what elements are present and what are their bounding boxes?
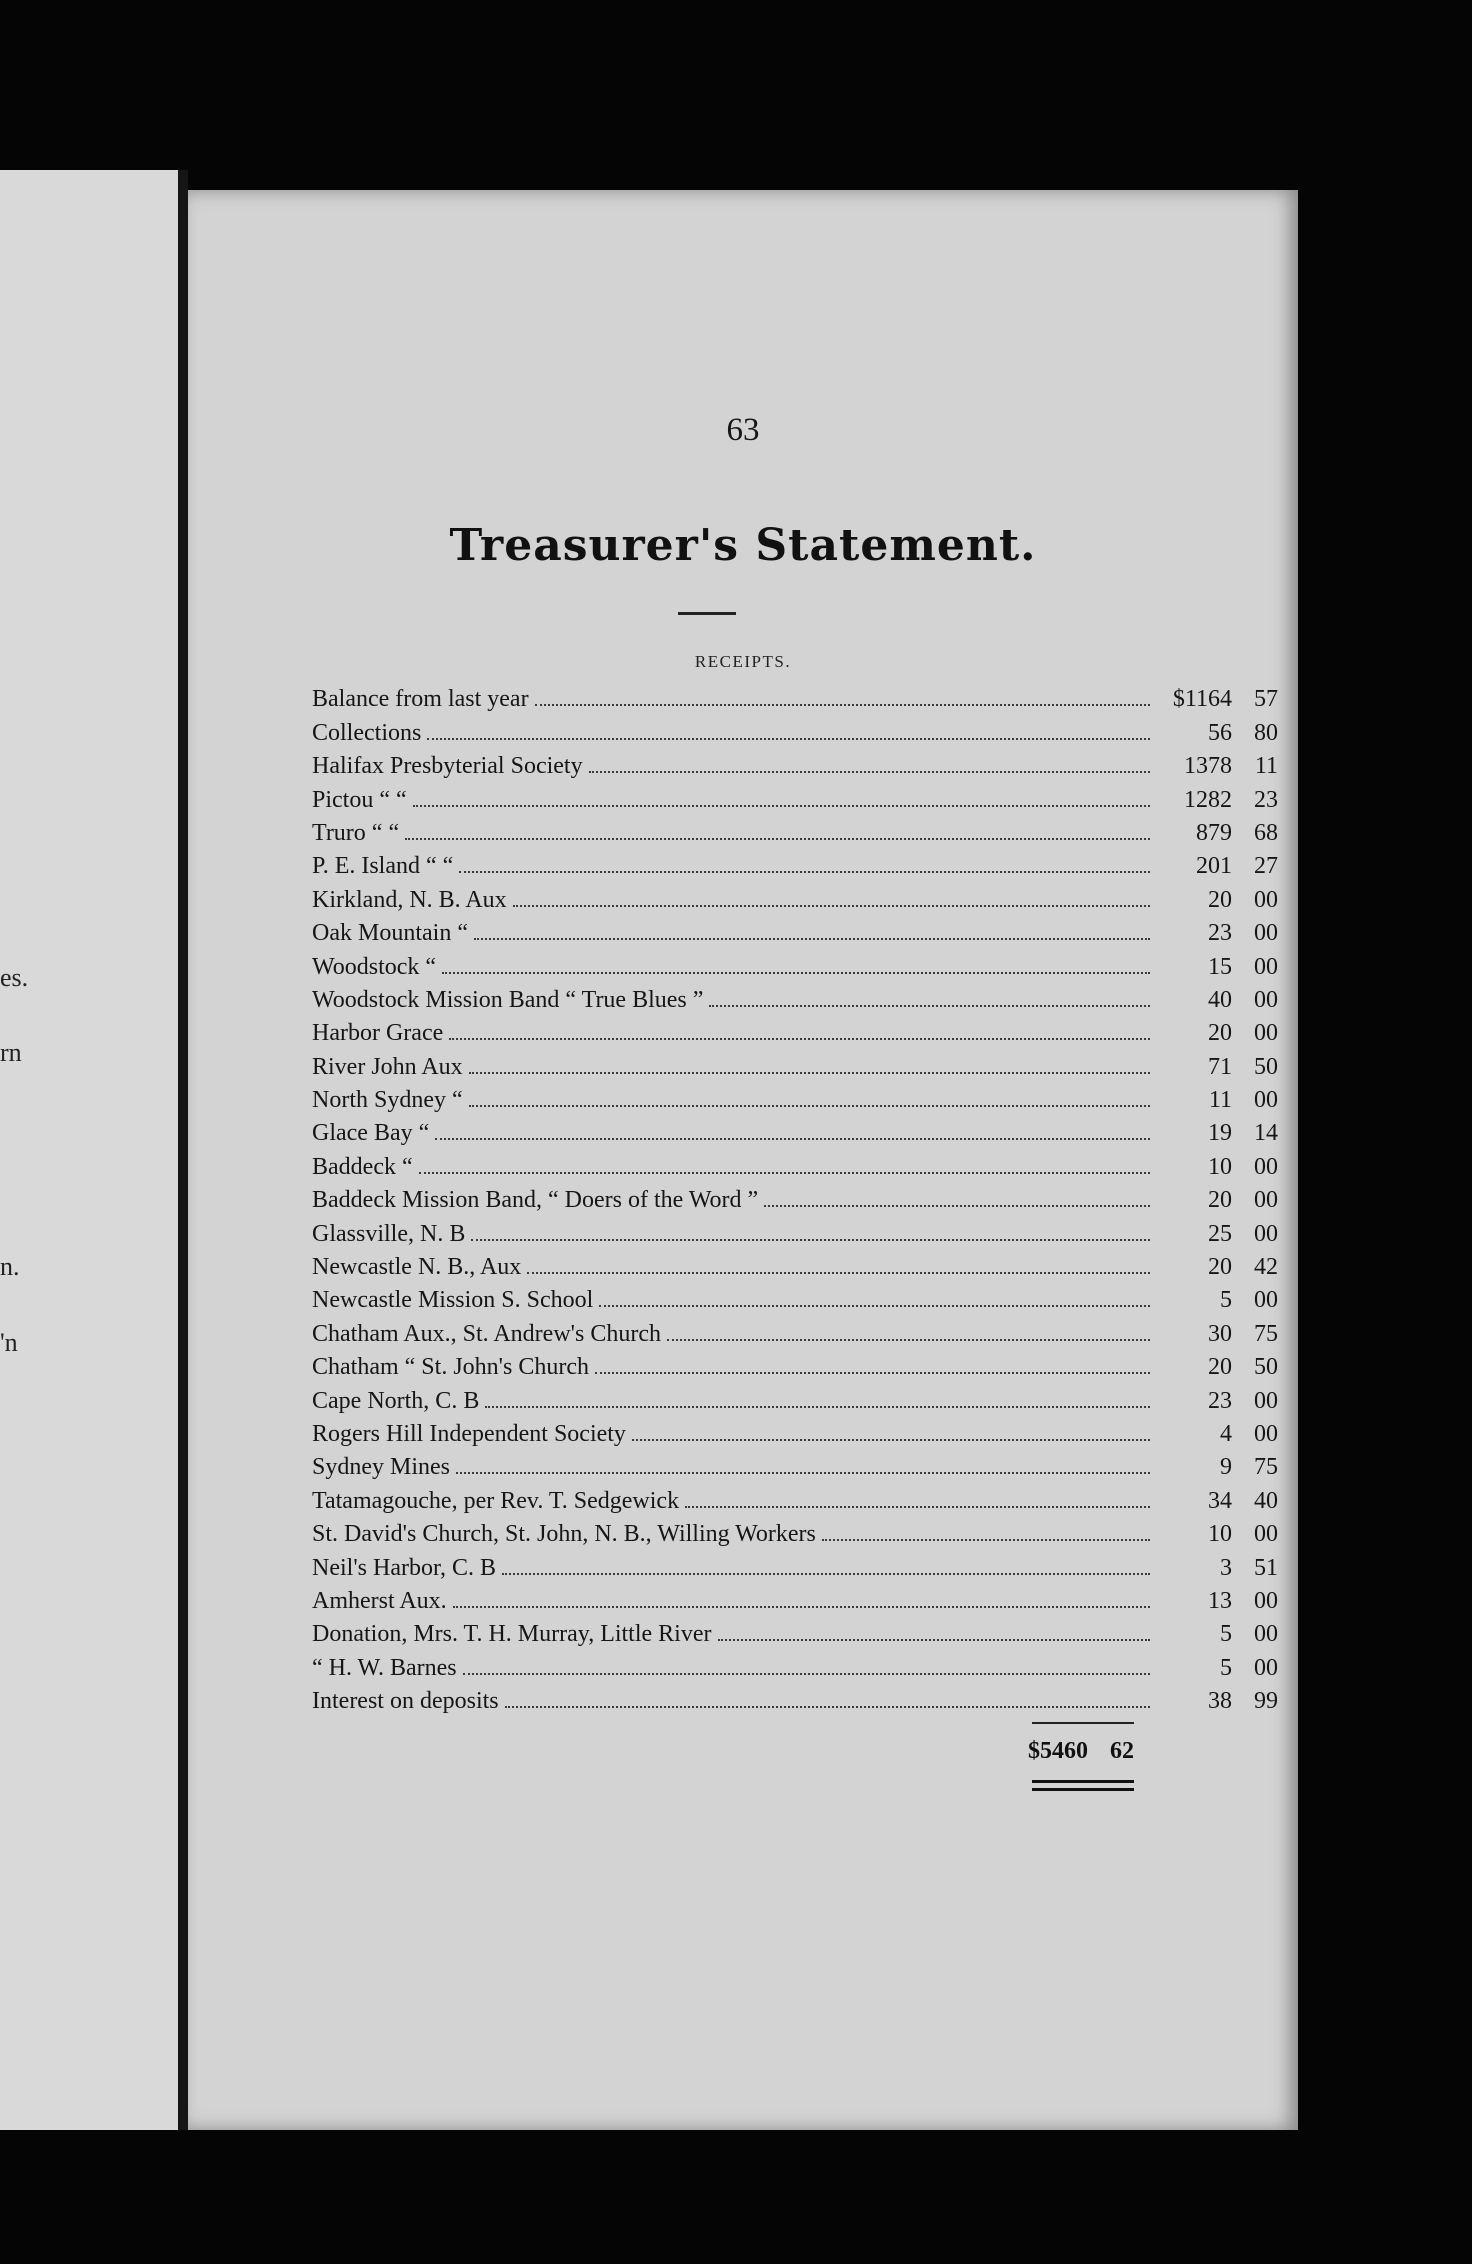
receipt-cents: 51: [1254, 1554, 1278, 1581]
section-heading: RECEIPTS.: [694, 652, 792, 671]
receipt-label: Balance from last year: [312, 686, 529, 713]
facing-page-fragment: es.: [0, 963, 29, 992]
receipt-dollars: 201: [1196, 853, 1232, 880]
receipt-row: [312, 880, 1278, 913]
receipt-row: [312, 1481, 1278, 1514]
receipt-label: Woodstock “: [312, 953, 437, 980]
receipt-amount: [1158, 1388, 1278, 1415]
receipt-amount: [1158, 1621, 1278, 1648]
receipt-dollars: 3: [1220, 1554, 1232, 1581]
receipt-row: [312, 1314, 1278, 1347]
receipt-row: [312, 747, 1278, 780]
receipt-label: Newcastle Mission S. School: [312, 1287, 594, 1314]
receipt-amount: [1158, 753, 1278, 780]
receipt-amount: [1158, 787, 1278, 814]
receipt-row: [312, 1047, 1278, 1080]
receipt-amount: [1158, 1287, 1278, 1314]
receipt-label: P. E. Island “ “: [312, 853, 454, 880]
receipt-amount: [1158, 1521, 1278, 1548]
receipt-label: Harbor Grace: [312, 1020, 444, 1047]
receipt-cents: 57: [1254, 686, 1278, 713]
total-double-rule: [1032, 1780, 1134, 1783]
document-page: [188, 190, 1298, 2130]
dot-leader: [485, 1406, 1150, 1408]
receipt-amount: [1158, 820, 1278, 847]
receipt-label: Kirkland, N. B. Aux: [312, 886, 507, 913]
receipt-label: North Sydney “: [312, 1087, 463, 1114]
facing-page-fragment: 'n: [0, 1328, 18, 1357]
receipt-cents: 75: [1254, 1320, 1278, 1347]
dot-leader: [419, 1172, 1150, 1174]
receipt-cents: 00: [1254, 1287, 1278, 1314]
receipt-row: [312, 1081, 1278, 1114]
dot-leader: [435, 1138, 1150, 1140]
receipt-cents: 00: [1254, 1020, 1278, 1047]
receipt-cents: 80: [1254, 719, 1278, 746]
receipt-label: Baddeck Mission Band, “ Doers of the Word ”: [312, 1187, 759, 1214]
receipt-dollars: 9: [1220, 1454, 1232, 1481]
receipt-dollars: 20: [1208, 1187, 1232, 1214]
dot-leader: [632, 1439, 1150, 1441]
receipt-amount: [1158, 853, 1278, 880]
receipt-cents: 68: [1254, 819, 1278, 846]
receipt-cents: 00: [1254, 1654, 1278, 1681]
receipt-cents: 00: [1254, 920, 1278, 947]
receipt-row: [312, 1448, 1278, 1481]
receipt-cents: 00: [1254, 953, 1278, 980]
receipt-dollars: 56: [1208, 719, 1232, 746]
total-amount: [1026, 1738, 1134, 1765]
receipt-row: [312, 814, 1278, 847]
dot-leader: [822, 1539, 1150, 1541]
sum-rule: [1032, 1722, 1134, 1724]
receipt-dollars: 1282: [1184, 786, 1232, 813]
receipt-label: Halifax Presbyterial Society: [312, 753, 583, 780]
receipt-cents: 00: [1254, 1087, 1278, 1114]
dot-leader: [469, 1105, 1150, 1107]
receipt-cents: 00: [1254, 1220, 1278, 1247]
dot-leader: [449, 1038, 1150, 1040]
receipt-label: Pictou “ “: [312, 786, 407, 813]
receipt-dollars: 5: [1220, 1654, 1232, 1681]
receipt-label: Glassville, N. B: [312, 1220, 466, 1247]
receipt-cents: 00: [1254, 1420, 1278, 1447]
receipt-amount: [1158, 1354, 1278, 1381]
receipt-dollars: 20: [1208, 1020, 1232, 1047]
receipt-amount: [1158, 1054, 1278, 1081]
receipt-row: [312, 713, 1278, 746]
total-dollars: $5460: [1028, 1738, 1088, 1764]
receipt-row: [312, 1515, 1278, 1548]
receipt-label: Rogers Hill Independent Society: [312, 1420, 626, 1447]
dot-leader: [599, 1305, 1150, 1307]
dot-leader: [685, 1506, 1150, 1508]
receipt-amount: [1158, 720, 1278, 747]
dot-leader: [459, 871, 1150, 873]
receipt-dollars: 10: [1208, 1521, 1232, 1548]
receipt-label: St. David's Church, St. John, N. B., Willing Workers: [312, 1521, 816, 1548]
receipt-row: [312, 1648, 1278, 1681]
receipt-label: Baddeck “: [312, 1153, 413, 1180]
receipt-cents: 00: [1254, 1587, 1278, 1614]
receipt-amount: [1158, 1454, 1278, 1481]
receipt-label: Amherst Aux.: [312, 1587, 447, 1614]
dot-leader: [589, 771, 1150, 773]
receipt-dollars: 40: [1208, 986, 1232, 1013]
book-gutter: [178, 170, 188, 2130]
receipt-dollars: 15: [1208, 953, 1232, 980]
receipt-label: Interest on deposits: [312, 1688, 499, 1715]
receipt-cents: 99: [1254, 1688, 1278, 1715]
receipt-cents: 00: [1254, 1621, 1278, 1648]
receipt-amount: [1158, 686, 1278, 713]
dot-leader: [427, 738, 1150, 740]
receipt-cents: 00: [1254, 1387, 1278, 1414]
receipts-list: [312, 680, 1278, 1715]
facing-page-edge: [0, 170, 178, 2130]
receipt-amount: [1158, 920, 1278, 947]
receipt-label: Newcastle N. B., Aux: [312, 1254, 522, 1281]
receipt-label: Truro “ “: [312, 819, 400, 846]
receipt-row: [312, 847, 1278, 880]
receipt-cents: 00: [1254, 886, 1278, 913]
receipt-row: [312, 1415, 1278, 1448]
receipt-cents: 00: [1254, 1153, 1278, 1180]
receipt-cents: 11: [1254, 753, 1278, 780]
receipt-dollars: 30: [1208, 1320, 1232, 1347]
receipt-dollars: 71: [1208, 1053, 1232, 1080]
dot-leader: [709, 1005, 1150, 1007]
receipt-row: [312, 1381, 1278, 1414]
dot-leader: [469, 1072, 1150, 1074]
receipt-dollars: 20: [1208, 1254, 1232, 1281]
dot-leader: [505, 1706, 1150, 1708]
dot-leader: [718, 1639, 1151, 1641]
receipt-label: Woodstock Mission Band “ True Blues ”: [312, 986, 704, 1013]
receipt-row: [312, 1147, 1278, 1180]
receipt-cents: 50: [1254, 1354, 1278, 1381]
receipt-amount: [1158, 954, 1278, 981]
dot-leader: [413, 805, 1150, 807]
dot-leader: [463, 1673, 1150, 1675]
receipt-label: Neil's Harbor, C. B: [312, 1554, 497, 1581]
receipt-label: Sydney Mines: [312, 1454, 450, 1481]
receipt-dollars: 5: [1220, 1287, 1232, 1314]
receipt-row: [312, 1114, 1278, 1147]
receipt-row: [312, 1214, 1278, 1247]
receipt-amount: [1158, 1120, 1278, 1147]
receipt-amount: [1158, 887, 1278, 914]
receipt-dollars: 38: [1208, 1688, 1232, 1715]
receipt-row: [312, 1248, 1278, 1281]
receipt-row: [312, 1615, 1278, 1648]
receipt-cents: 00: [1254, 986, 1278, 1013]
receipt-amount: [1158, 1154, 1278, 1181]
receipt-dollars: 20: [1208, 1354, 1232, 1381]
receipt-label: Chatham “ St. John's Church: [312, 1354, 589, 1381]
dot-leader: [527, 1272, 1150, 1274]
receipt-label: “ H. W. Barnes: [312, 1654, 457, 1681]
receipt-amount: [1158, 1555, 1278, 1582]
facing-page-fragment: rn: [0, 1038, 22, 1067]
receipt-row: [312, 1582, 1278, 1615]
receipt-dollars: 23: [1208, 1387, 1232, 1414]
receipt-amount: [1158, 1488, 1278, 1515]
receipt-cents: 42: [1254, 1254, 1278, 1281]
receipt-dollars: 23: [1208, 920, 1232, 947]
receipt-cents: 50: [1254, 1053, 1278, 1080]
receipt-dollars: $1164: [1172, 686, 1232, 713]
receipt-label: Donation, Mrs. T. H. Murray, Little River: [312, 1621, 712, 1648]
dot-leader: [513, 905, 1150, 907]
dot-leader: [471, 1239, 1150, 1241]
receipt-cents: 27: [1254, 853, 1278, 880]
receipt-label: Glace Bay “: [312, 1120, 430, 1147]
page-number: 63: [726, 412, 760, 448]
total-double-rule: [1032, 1788, 1134, 1791]
total-cents: 62: [1110, 1738, 1134, 1764]
receipt-dollars: 13: [1208, 1587, 1232, 1614]
receipt-label: Cape North, C. B: [312, 1387, 480, 1414]
receipt-row: [312, 1348, 1278, 1381]
receipt-amount: [1158, 1221, 1278, 1248]
dot-leader: [667, 1339, 1150, 1341]
dot-leader: [535, 704, 1150, 706]
receipt-amount: [1158, 1421, 1278, 1448]
receipt-cents: 00: [1254, 1521, 1278, 1548]
receipt-row: [312, 1548, 1278, 1581]
dot-leader: [474, 938, 1150, 940]
receipt-dollars: 11: [1208, 1087, 1232, 1114]
dot-leader: [456, 1472, 1150, 1474]
facing-page-fragment: n.: [0, 1252, 20, 1281]
receipt-amount: [1158, 1020, 1278, 1047]
receipt-cents: 40: [1254, 1487, 1278, 1514]
receipt-amount: [1158, 1187, 1278, 1214]
receipt-dollars: 5: [1220, 1621, 1232, 1648]
receipt-dollars: 19: [1208, 1120, 1232, 1147]
receipt-dollars: 20: [1208, 886, 1232, 913]
receipt-dollars: 25: [1208, 1220, 1232, 1247]
receipt-label: Chatham Aux., St. Andrew's Church: [312, 1320, 661, 1347]
receipt-cents: 14: [1254, 1120, 1278, 1147]
receipt-dollars: 4: [1220, 1420, 1232, 1447]
receipt-amount: [1158, 1087, 1278, 1114]
receipt-row: [312, 1682, 1278, 1715]
receipt-row: [312, 1281, 1278, 1314]
receipt-row: [312, 981, 1278, 1014]
receipt-row: [312, 1014, 1278, 1047]
receipt-dollars: 10: [1208, 1153, 1232, 1180]
receipt-amount: [1158, 1588, 1278, 1615]
receipt-label: River John Aux: [312, 1053, 463, 1080]
receipt-cents: 00: [1254, 1187, 1278, 1214]
receipt-cents: 23: [1254, 786, 1278, 813]
dot-leader: [502, 1573, 1150, 1575]
receipt-amount: [1158, 987, 1278, 1014]
receipt-row: [312, 780, 1278, 813]
dot-leader: [405, 838, 1150, 840]
receipt-dollars: 879: [1196, 819, 1232, 846]
receipt-label: Tatamagouche, per Rev. T. Sedgewick: [312, 1487, 680, 1514]
receipt-amount: [1158, 1321, 1278, 1348]
receipt-row: [312, 1181, 1278, 1214]
receipt-row: [312, 947, 1278, 980]
receipt-amount: [1158, 1655, 1278, 1682]
dot-leader: [764, 1205, 1150, 1207]
receipt-row: [312, 914, 1278, 947]
receipt-label: Collections: [312, 719, 422, 746]
dot-leader: [453, 1606, 1150, 1608]
receipt-label: Oak Mountain “: [312, 920, 468, 947]
receipt-cents: 75: [1254, 1454, 1278, 1481]
receipt-dollars: 1378: [1184, 753, 1232, 780]
receipt-row: [312, 680, 1278, 713]
dot-leader: [595, 1372, 1150, 1374]
page-title: Treasurer's Statement.: [449, 520, 1037, 571]
receipt-dollars: 34: [1208, 1487, 1232, 1514]
title-divider: [678, 612, 736, 615]
receipt-amount: [1158, 1254, 1278, 1281]
dot-leader: [442, 972, 1150, 974]
receipt-amount: [1158, 1688, 1278, 1715]
